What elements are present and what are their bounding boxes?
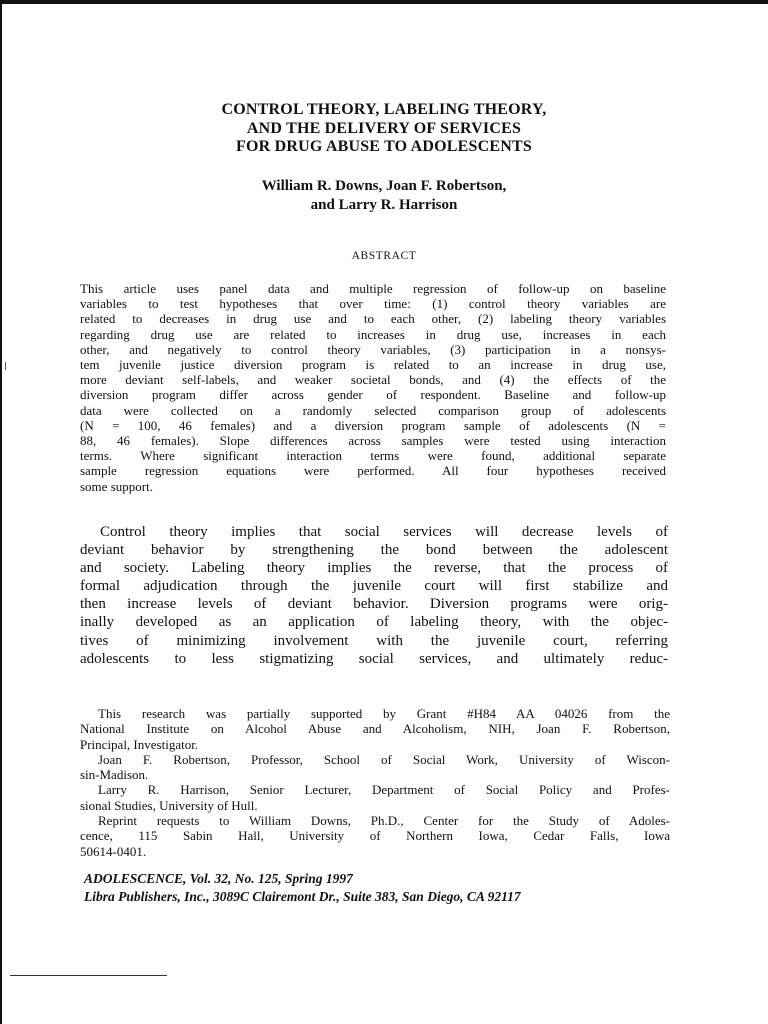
body-line: inally developed as an application of labeling theory, with the objec- (80, 614, 668, 631)
abstract-line: (N = 100, 46 females) and a diversion program sample of adolescents (N = (80, 417, 666, 433)
footnote-line: Larry R. Harrison, Senior Lecturer, Department of Social Policy and Profes- (98, 782, 670, 798)
footnote-line: Joan F. Robertson, Professor, School of Social Work, University of Wiscon- (98, 751, 670, 767)
abstract-line: terms. Where significant interaction terms were found, additional separate (80, 448, 666, 464)
footnote-line: 50614-0401. (80, 843, 147, 859)
article-title (0, 101, 768, 157)
abstract-line: variables to test hypotheses that over time: (1) control theory variables are (80, 296, 666, 312)
publisher-address: Libra Publishers, Inc., 3089C Clairemont Dr., Suite 383, San Diego, CA 92117 (84, 889, 521, 904)
body-line: deviant behavior by strengthening the bond between the adolescent (80, 542, 668, 559)
title-line-2: AND THE DELIVERY OF SERVICES (246, 119, 522, 137)
author-footnote (80, 706, 670, 859)
title-line-1: CONTROL THEORY, LABELING THEORY, (221, 101, 547, 118)
footnote-line: Principal, Investigator. (80, 736, 199, 752)
body-line: and society. Labeling theory implies the reverse, that the process of (80, 560, 668, 577)
journal-citation (84, 870, 684, 906)
abstract-line: tem juvenile justice diversion program is related to an increase in drug use, (80, 357, 666, 373)
footnote-line: sin-Madison. (80, 767, 149, 783)
abstract-line: This article uses panel data and multiple regression of follow-up on baseline (80, 281, 666, 296)
intro-paragraph (80, 523, 668, 668)
footnote-line: Reprint requests to William Downs, Ph.D., Center for the Study of Adoles- (98, 813, 670, 829)
abstract-line: regarding drug use are related to increases in drug use, increases in each (80, 326, 666, 342)
abstract-line: some support. (80, 478, 153, 494)
title-line-3: FOR DRUG ABUSE TO ADOLESCENTS (236, 138, 532, 155)
footnote-line: National Institute on Alcohol Abuse and Alcoholism, NIH, Joan F. Robertson, (80, 721, 670, 737)
body-line: formal adjudication through the juvenile court will first stabilize and (80, 578, 668, 595)
footnote-line: This research was partially supported by Grant #H84 AA 04026 from the (98, 706, 670, 721)
abstract-line: other, and negatively to control theory variables, (3) participation in a nonsys- (80, 341, 666, 357)
body-line: then increase levels of deviant behavior. Diversion programs were orig- (80, 596, 668, 613)
author-list (0, 177, 768, 214)
abstract-line: more deviant self-labels, and weaker societal bonds, and (4) the effects of the (80, 372, 666, 388)
top-edge-rule (0, 0, 768, 4)
abstract-line: sample regression equations were performed. All four hypotheses received (80, 463, 666, 479)
abstract-heading: ABSTRACT (351, 250, 417, 262)
margin-tick-mark (5, 362, 6, 370)
journal-issue: ADOLESCENCE, Vol. 32, No. 125, Spring 1997 (84, 871, 353, 886)
abstract-line: related to decreases in drug use and to each other, (2) labeling theory variables (80, 311, 666, 327)
body-line: Control theory implies that social services will decrease levels of (100, 524, 668, 540)
abstract-line: diversion program differ across gender of respondent. Baseline and follow-up (80, 387, 666, 403)
body-line: adolescents to less stigmatizing social services, and ultimately reduc- (80, 650, 668, 667)
bottom-rule (10, 975, 167, 976)
abstract-line: data were collected on a randomly selected comparison group of adolescents (80, 402, 666, 418)
authors-line-2: and Larry R. Harrison (310, 196, 458, 213)
abstract-body (80, 281, 666, 494)
authors-line-1: William R. Downs, Joan F. Robertson, (261, 178, 507, 194)
abstract-line: 88, 46 females). Slope differences across samples were tested using interaction (80, 433, 666, 449)
footnote-line: cence, 115 Sabin Hall, University of Northern Iowa, Cedar Falls, Iowa (80, 828, 670, 844)
footnote-line: sional Studies, University of Hull. (80, 797, 258, 813)
body-line: tives of minimizing involvement with the juvenile court, referring (80, 632, 668, 649)
